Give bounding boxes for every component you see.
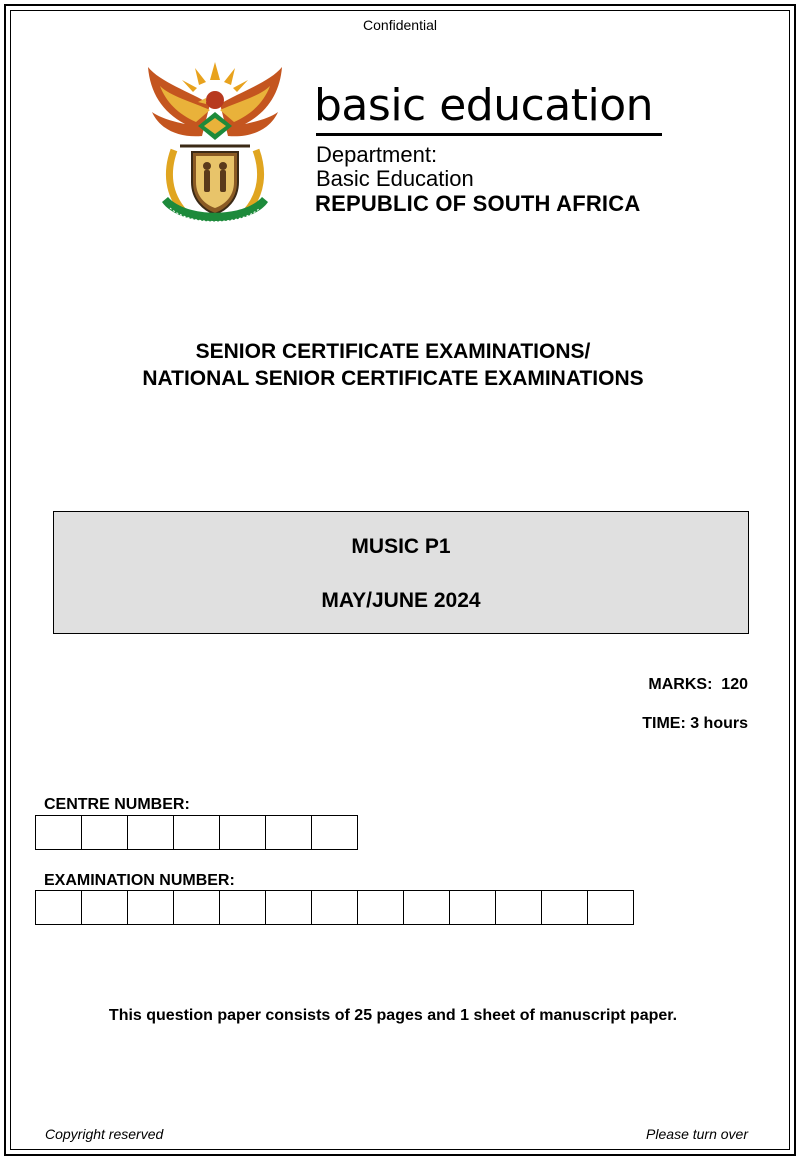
centre-number-label: CENTRE NUMBER: xyxy=(44,796,190,813)
centre-number-cell[interactable] xyxy=(35,815,82,850)
examination-number-cell[interactable] xyxy=(265,890,312,925)
brand-basic-education: Basic Education xyxy=(316,166,474,191)
examination-number-cell[interactable] xyxy=(495,890,542,925)
examination-number-cell[interactable] xyxy=(403,890,450,925)
copyright-notice: Copyright reserved xyxy=(45,1126,164,1142)
centre-number-cell[interactable] xyxy=(81,815,128,850)
centre-number-grid xyxy=(35,815,358,850)
centre-number-cell[interactable] xyxy=(311,815,358,850)
paper-composition-note: This question paper consists of 25 pages and 1 sheet of manuscript paper. xyxy=(108,1007,678,1024)
centre-number-cell[interactable] xyxy=(219,815,266,850)
exam-title-line-2: NATIONAL SENIOR CERTIFICATE EXAMINATIONS xyxy=(142,367,644,390)
coat-of-arms-icon xyxy=(140,52,290,232)
examination-number-cell[interactable] xyxy=(219,890,266,925)
examination-number-cell[interactable] xyxy=(173,890,220,925)
examination-number-grid xyxy=(35,890,634,925)
time-label: TIME: 3 hours xyxy=(642,715,748,732)
examination-number-cell[interactable] xyxy=(311,890,358,925)
examination-number-cell[interactable] xyxy=(541,890,588,925)
exam-title-line-1: SENIOR CERTIFICATE EXAMINATIONS/ xyxy=(195,340,591,363)
subject-title: MUSIC P1 xyxy=(351,535,451,558)
turn-over-notice: Please turn over xyxy=(646,1126,748,1142)
examination-number-cell[interactable] xyxy=(587,890,634,925)
brand-underline xyxy=(316,133,662,136)
brand-department: Department: xyxy=(316,142,438,167)
subject-box xyxy=(53,511,749,634)
examination-number-cell[interactable] xyxy=(35,890,82,925)
centre-number-cell[interactable] xyxy=(127,815,174,850)
marks-label: MARKS: 120 xyxy=(648,676,748,693)
examination-number-label: EXAMINATION NUMBER: xyxy=(44,872,235,889)
examination-number-cell[interactable] xyxy=(449,890,496,925)
exam-session: MAY/JUNE 2024 xyxy=(321,589,481,612)
examination-number-cell[interactable] xyxy=(127,890,174,925)
centre-number-cell[interactable] xyxy=(173,815,220,850)
brand-title: basic education xyxy=(314,80,654,131)
examination-number-cell[interactable] xyxy=(81,890,128,925)
brand-country: REPUBLIC OF SOUTH AFRICA xyxy=(315,191,641,216)
examination-number-cell[interactable] xyxy=(357,890,404,925)
centre-number-cell[interactable] xyxy=(265,815,312,850)
exam-title xyxy=(0,338,786,392)
confidential-label: Confidential xyxy=(363,17,437,33)
